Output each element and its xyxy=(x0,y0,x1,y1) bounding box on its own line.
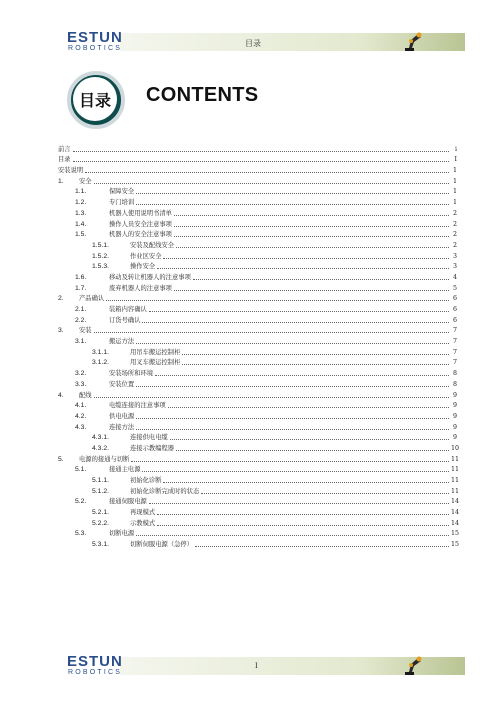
toc-entry[interactable] xyxy=(58,410,457,421)
toc-entry[interactable] xyxy=(58,485,460,496)
toc-entry-title: 产品确认 xyxy=(79,295,105,303)
toc-entry-number: 3.1.1. xyxy=(92,348,110,356)
toc-entry-number: 1. xyxy=(58,177,64,185)
toc-entry-page: 6 xyxy=(452,306,457,313)
toc-leader-dots xyxy=(155,375,449,376)
toc-entry[interactable] xyxy=(58,164,457,175)
toc-entry-title: 前言 xyxy=(58,145,71,153)
toc-leader-dots xyxy=(136,429,449,430)
toc-leader-dots xyxy=(163,482,449,483)
toc-entry-number: 1.7. xyxy=(75,284,87,292)
toc-leader-dots xyxy=(136,204,449,205)
toc-entry[interactable] xyxy=(58,250,457,261)
toc-entry-title: 移动及转让机器人的注意事项 xyxy=(109,273,191,281)
toc-entry[interactable] xyxy=(58,421,457,432)
toc-entry-title: 切断伺服电源（急停） xyxy=(130,541,193,549)
toc-entry[interactable] xyxy=(58,528,460,539)
toc-entry[interactable] xyxy=(58,389,457,400)
toc-leader-dots xyxy=(182,354,449,355)
toc-entry-title: 连接供电电缆 xyxy=(130,434,168,442)
toc-entry-page: 11 xyxy=(451,466,460,474)
header-logo: ESTUN xyxy=(67,29,123,46)
toc-entry-title: 安装及配线安全 xyxy=(130,241,175,249)
page-number: I xyxy=(255,661,258,670)
toc-entry[interactable] xyxy=(58,186,457,197)
contents-heading: CONTENTS xyxy=(146,84,259,106)
toc-entry-number: 2. xyxy=(58,295,64,303)
toc-entry-title: 接通伺服电源 xyxy=(109,498,147,506)
toc-leader-dots xyxy=(163,258,449,259)
toc-entry-number: 4.2. xyxy=(75,412,87,420)
toc-entry-number: 5.2.1. xyxy=(92,509,110,517)
toc-entry-title: 安装 xyxy=(79,327,92,335)
toc-entry-page: 7 xyxy=(452,327,457,335)
toc-leader-dots xyxy=(193,279,449,280)
toc-entry-number: 1.5.1. xyxy=(92,241,110,249)
toc-leader-dots xyxy=(94,397,449,398)
toc-entry-page: i xyxy=(454,145,457,153)
toc-entry-title: 废弃机器人的注意事项 xyxy=(109,284,172,292)
toc-leader-dots xyxy=(94,183,449,184)
toc-entry-title: 搬运方法 xyxy=(109,338,135,346)
toc-entry-page: 2 xyxy=(452,241,457,249)
toc-entry-title: 订货号确认 xyxy=(109,316,141,324)
toc-entry-number: 3.1. xyxy=(75,338,87,346)
toc-entry[interactable] xyxy=(58,207,457,218)
toc-entry-number: 1.3. xyxy=(75,209,87,217)
toc-entry-title: 接通主电源 xyxy=(109,466,141,474)
toc-entry-title: 连接示教编程器 xyxy=(130,444,175,452)
toc-leader-dots xyxy=(149,311,449,312)
toc-entry-page: 6 xyxy=(452,295,457,303)
toc-entry-page: 10 xyxy=(451,444,460,452)
toc-entry-page: 7 xyxy=(452,359,457,367)
toc-entry-page: 7 xyxy=(452,338,457,346)
toc-entry[interactable] xyxy=(58,314,457,325)
toc-leader-dots xyxy=(174,215,449,216)
toc-entry-page: 9 xyxy=(452,412,457,420)
toc-entry-title: 安装位置 xyxy=(109,380,135,388)
toc-entry-title: 示教模式 xyxy=(130,519,156,527)
toc-entry-page: 9 xyxy=(452,402,457,410)
toc-entry-page: 2 xyxy=(452,209,457,217)
toc-entry-title: 机器人的安全注意事项 xyxy=(109,231,172,239)
toc-entry-page: 14 xyxy=(451,519,460,527)
toc-entry-page: 9 xyxy=(452,434,457,442)
toc-entry-title: 安装场所和环境 xyxy=(109,370,154,378)
toc-entry[interactable] xyxy=(58,218,457,229)
toc-entry-title: 保障安全 xyxy=(109,188,135,196)
toc-entry-number: 5. xyxy=(58,455,64,463)
toc-leader-dots xyxy=(136,386,449,387)
toc-entry[interactable] xyxy=(58,442,460,453)
toc-leader-dots xyxy=(174,226,449,227)
toc-entry-number: 2.2. xyxy=(75,316,87,324)
toc-entry-title: 安全 xyxy=(79,177,92,185)
toc-badge xyxy=(67,71,123,127)
toc-entry-number: 2.1. xyxy=(75,306,87,313)
toc-leader-dots xyxy=(168,407,449,408)
toc-entry-page: 4 xyxy=(452,273,457,281)
toc-entry-page: 15 xyxy=(451,541,460,549)
footer-logo: ESTUN xyxy=(67,653,123,670)
toc-entry[interactable] xyxy=(58,335,457,346)
toc-leader-dots xyxy=(73,151,449,152)
toc-entry-number: 5.1.1. xyxy=(92,477,110,484)
toc-entry-number: 1.4. xyxy=(75,220,87,228)
toc-leader-dots xyxy=(94,332,449,333)
toc-entry[interactable] xyxy=(58,432,457,443)
toc-entry-number: 5.2.2. xyxy=(92,519,110,527)
toc-leader-dots xyxy=(176,450,449,451)
toc-entry-number: 1.2. xyxy=(75,199,87,207)
toc-entry-page: 1 xyxy=(452,188,457,196)
toc-entry[interactable] xyxy=(58,261,457,272)
toc-leader-dots xyxy=(157,525,449,526)
toc-entry[interactable] xyxy=(58,293,457,304)
toc-entry-page: 6 xyxy=(452,316,457,324)
toc-leader-dots xyxy=(157,268,449,269)
toc-entry[interactable] xyxy=(58,239,457,250)
toc-entry-page: 9 xyxy=(452,423,457,431)
toc-entry-title: 用叉车搬运控制柜 xyxy=(130,359,181,367)
toc-entry[interactable] xyxy=(58,400,457,411)
toc-entry[interactable] xyxy=(58,464,460,475)
toc-entry[interactable] xyxy=(58,175,457,186)
toc-entry-title: 供电电源 xyxy=(109,412,135,420)
toc-leader-dots xyxy=(136,193,449,194)
toc-entry-number: 3.3. xyxy=(75,380,87,388)
toc-entry[interactable] xyxy=(58,453,460,464)
toc-entry[interactable] xyxy=(58,496,460,507)
toc-entry-title: 用吊车搬运控制柜 xyxy=(130,348,181,356)
toc-leader-dots xyxy=(136,418,449,419)
toc-entry-page: 7 xyxy=(452,348,457,356)
toc-leader-dots xyxy=(174,236,449,237)
toc-leader-dots xyxy=(182,364,449,365)
toc-badge-text: 目录 xyxy=(73,77,117,121)
toc-entry-page: 9 xyxy=(452,391,457,399)
toc-leader-dots xyxy=(142,471,449,472)
toc-entry-page: I xyxy=(454,156,457,164)
toc-entry-number: 5.3.1. xyxy=(92,541,110,549)
toc-leader-dots xyxy=(201,493,449,494)
toc-entry[interactable] xyxy=(58,474,460,485)
toc-entry-page: 3 xyxy=(452,252,457,260)
toc-entry-number: 4.3.1. xyxy=(92,434,110,442)
toc-entry[interactable] xyxy=(58,271,457,282)
toc-entry-title: 作业区安全 xyxy=(130,252,162,260)
toc-entry-title: 目录 xyxy=(58,156,71,164)
toc-entry-title: 电源的接通与切断 xyxy=(79,455,130,463)
toc-leader-dots xyxy=(195,546,449,547)
toc-entry[interactable] xyxy=(58,367,457,378)
toc-entry-number: 1.5.2. xyxy=(92,252,110,260)
toc-entry-title: 电缆连接的注意事项 xyxy=(109,402,166,410)
toc-entry-page: 1 xyxy=(452,167,457,175)
toc-entry-number: 1.6. xyxy=(75,273,87,281)
toc-entry-title: 连接方法 xyxy=(109,423,135,431)
toc-entry-number: 5.3. xyxy=(75,530,87,538)
toc-entry-page: 8 xyxy=(452,380,457,388)
toc-leader-dots xyxy=(136,535,449,536)
toc-entry-title: 专门培训 xyxy=(109,199,135,207)
toc-entry-page: 3 xyxy=(452,263,457,271)
toc-entry-title: 初始化诊断完成时的状态 xyxy=(130,487,200,495)
toc-entry-page: 1 xyxy=(452,199,457,207)
toc-entry-number: 4. xyxy=(58,391,64,399)
toc-entry-page: 15 xyxy=(451,530,460,538)
toc-entry-page: 14 xyxy=(451,509,460,517)
toc-leader-dots xyxy=(142,322,449,323)
toc-entry-number: 5.1.2. xyxy=(92,487,110,495)
toc-entry-page: 14 xyxy=(451,498,460,506)
toc-entry-number: 3.2. xyxy=(75,370,87,378)
toc-leader-dots xyxy=(174,290,449,291)
toc-entry-number: 4.1. xyxy=(75,402,87,410)
toc-entry-page: 11 xyxy=(451,487,460,495)
toc-entry-number: 3. xyxy=(58,327,64,335)
toc-entry-title: 安装说明 xyxy=(58,167,84,175)
toc-entry[interactable] xyxy=(58,506,460,517)
toc-entry-title: 装箱内容确认 xyxy=(109,306,147,313)
toc-leader-dots xyxy=(131,461,449,462)
toc-leader-dots xyxy=(157,514,449,515)
toc-leader-dots xyxy=(136,343,449,344)
toc-leader-dots xyxy=(149,503,449,504)
toc-entry-number: 1.1. xyxy=(75,188,87,196)
toc-entry[interactable] xyxy=(58,346,457,357)
toc-entry[interactable] xyxy=(58,325,457,336)
header-logo-sub: ROBOTICS xyxy=(68,45,123,52)
toc-entry-page: 5 xyxy=(452,284,457,292)
toc-entry[interactable] xyxy=(58,378,457,389)
toc-entry[interactable] xyxy=(58,538,460,549)
toc-leader-dots xyxy=(85,172,449,173)
toc-entry-page: 2 xyxy=(452,231,457,239)
footer-logo-sub: ROBOTICS xyxy=(68,669,123,676)
toc-entry-title: 再现模式 xyxy=(130,509,156,517)
header-title: 目录 xyxy=(245,39,261,48)
toc-entry-number: 3.1.2. xyxy=(92,359,110,367)
toc-entry-title: 配线 xyxy=(79,391,92,399)
toc-leader-dots xyxy=(73,161,449,162)
toc-entry-number: 5.2. xyxy=(75,498,87,506)
toc-entry[interactable] xyxy=(58,154,457,165)
toc-leader-dots xyxy=(176,247,449,248)
robot-arm-icon xyxy=(402,652,426,676)
toc-entry-title: 切断电源 xyxy=(109,530,135,538)
toc-leader-dots xyxy=(170,439,449,440)
toc-entry-page: 11 xyxy=(451,477,460,484)
toc-entry[interactable] xyxy=(58,282,457,293)
toc-entry-number: 4.3. xyxy=(75,423,87,431)
toc-entry-page: 8 xyxy=(452,370,457,378)
toc-leader-dots xyxy=(106,300,449,301)
toc-entry[interactable] xyxy=(58,229,457,240)
toc-entry-page: 1 xyxy=(452,177,457,185)
toc-entry-number: 1.5.3. xyxy=(92,263,110,271)
toc-entry-number: 1.5. xyxy=(75,231,87,239)
toc-entry-number: 5.1. xyxy=(75,466,87,474)
toc-entry-title: 初始化诊断 xyxy=(130,477,162,484)
toc-entry-page: 2 xyxy=(452,220,457,228)
toc-entry[interactable] xyxy=(58,357,457,368)
toc-entry-number: 4.3.2. xyxy=(92,444,110,452)
toc-entry[interactable] xyxy=(58,517,460,528)
toc-entry-title: 操作人员安全注意事项 xyxy=(109,220,172,228)
table-of-contents xyxy=(58,143,460,549)
toc-entry[interactable] xyxy=(58,143,457,154)
robot-arm-icon xyxy=(402,28,426,52)
toc-entry[interactable] xyxy=(58,196,457,207)
toc-entry[interactable] xyxy=(58,303,457,314)
toc-entry-page: 11 xyxy=(451,455,460,463)
toc-entry-title: 机器人使用说明书清单 xyxy=(109,209,172,217)
toc-entry-title: 操作安全 xyxy=(130,263,156,271)
